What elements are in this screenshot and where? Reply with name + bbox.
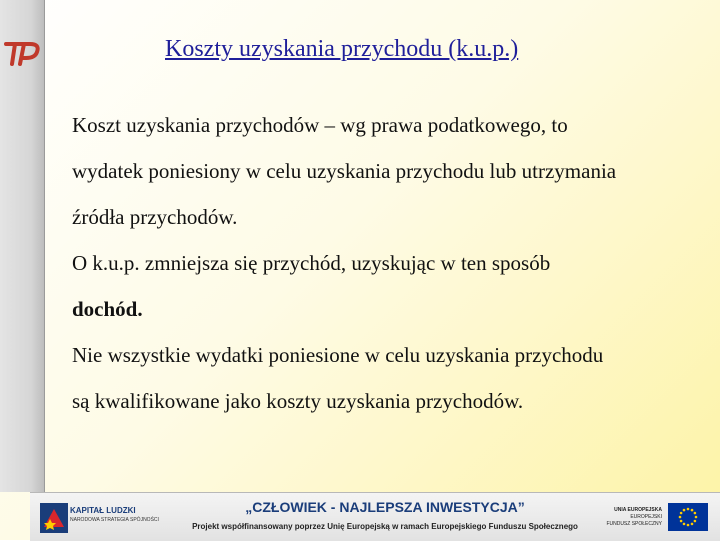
page-title: Koszty uzyskania przychodu (k.u.p.) (165, 36, 519, 62)
text-line: wydatek poniesiony w celu uzyskania przychodu lub utrzymania (72, 159, 617, 183)
footer-slogan: „CZŁOWIEK - NAJLEPSZA INWESTYCJA” (245, 499, 525, 515)
footer-project-note: Projekt współfinansowany poprzez Unię Europejską w ramach Europejskiego Funduszu Społecznego (192, 522, 578, 531)
paragraph-kup-qualification (72, 332, 702, 424)
eu-label-line: UNIA EUROPEJSKA (614, 507, 662, 513)
text-line: O k.u.p. zmniejsza się przychód, uzyskując w ten sposób (72, 251, 551, 275)
text-line: Koszt uzyskania przychodów – wg prawa podatkowego, to (72, 113, 568, 137)
paragraph-kup-definition (72, 102, 702, 240)
paragraph-kup-income (72, 240, 702, 332)
kapital-ludzki-subtitle: NARODOWA STRATEGIA SPÓJNOŚCI (70, 517, 159, 523)
left-sidebar-bar (0, 0, 45, 492)
text-line: są kwalifikowane jako koszty uzyskania przychodów. (72, 389, 524, 413)
text-line: źródła przychodów. (72, 205, 238, 229)
eu-label (590, 507, 662, 528)
eu-label-line: FUNDUSZ SPOŁECZNY (606, 521, 662, 527)
eu-label-line: EUROPEJSKI (630, 514, 662, 520)
kapital-ludzki-label: KAPITAŁ LUDZKI (70, 506, 136, 515)
tp-logo-icon (4, 32, 44, 72)
footer-banner (30, 492, 720, 541)
eu-flag-icon (668, 503, 708, 531)
text-line: Nie wszystkie wydatki poniesione w celu uzyskania przychodu (72, 343, 604, 367)
bold-term-dochod: dochód. (72, 297, 143, 321)
slide-content (72, 102, 702, 424)
